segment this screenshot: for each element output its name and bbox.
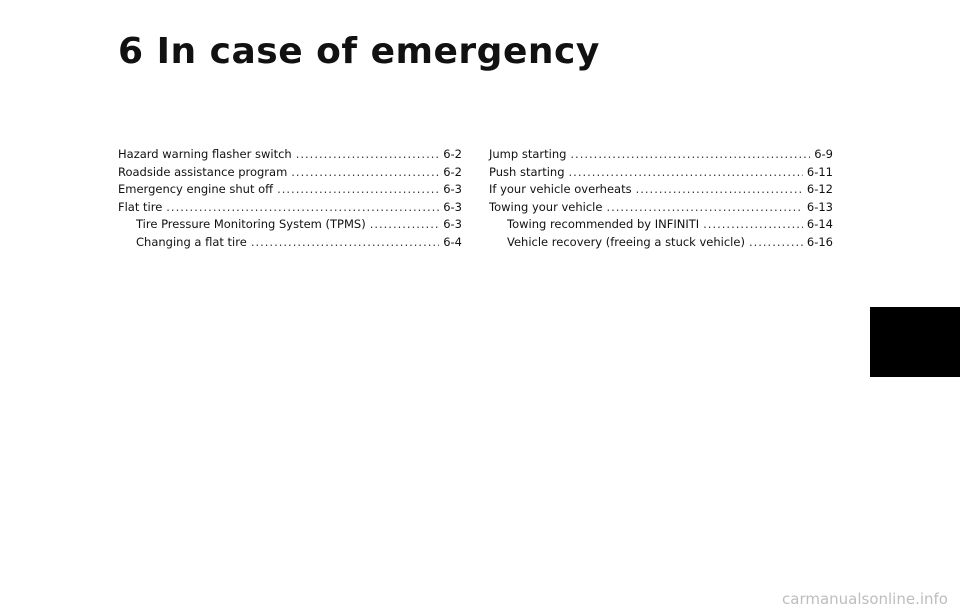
toc-entry[interactable] bbox=[118, 181, 462, 199]
toc-leader-dots bbox=[277, 181, 439, 199]
toc-entry-label: Hazard warning flasher switch bbox=[118, 147, 292, 161]
toc-entry-label: Roadside assistance program bbox=[118, 164, 288, 179]
toc-leader-dots bbox=[570, 146, 810, 164]
toc-leader-dots bbox=[251, 234, 439, 252]
toc-entry[interactable] bbox=[489, 146, 833, 164]
toc-entry-page: 6-16 bbox=[806, 234, 833, 249]
chapter-thumb-tab bbox=[870, 307, 960, 377]
toc-entry-page: 6-9 bbox=[814, 147, 833, 161]
toc-subentry[interactable] bbox=[489, 234, 833, 252]
toc-leader-dots bbox=[296, 146, 439, 164]
toc-subentry[interactable] bbox=[118, 234, 462, 252]
toc-entry-label: Tire Pressure Monitoring System (TPMS) bbox=[136, 217, 366, 231]
toc-subentry[interactable] bbox=[489, 216, 833, 234]
toc-entry-page: 6-3 bbox=[443, 199, 462, 214]
toc-entry-page: 6-11 bbox=[806, 164, 833, 179]
toc-leader-dots bbox=[636, 181, 803, 199]
toc-entry[interactable] bbox=[118, 146, 462, 164]
toc-entry[interactable] bbox=[489, 199, 833, 217]
toc-entry[interactable] bbox=[118, 164, 462, 182]
toc-entry-label: Emergency engine shut off bbox=[118, 182, 274, 196]
watermark: carmanualsonline.info bbox=[782, 590, 948, 608]
toc-left-column bbox=[118, 146, 462, 251]
toc-entry-page: 6-13 bbox=[806, 199, 833, 214]
toc-entry-label: Vehicle recovery (freeing a stuck vehicle) bbox=[507, 234, 745, 249]
toc-entry-page: 6-12 bbox=[806, 182, 833, 196]
toc-entry-label: Flat tire bbox=[118, 199, 163, 214]
toc-leader-dots bbox=[370, 216, 440, 234]
toc-entry-label: Changing a flat tire bbox=[136, 234, 247, 249]
toc-entry-label: If your vehicle overheats bbox=[489, 182, 632, 196]
toc-entry-page: 6-3 bbox=[443, 217, 462, 231]
toc-entry-page: 6-4 bbox=[443, 234, 462, 249]
toc-entry-page: 6-14 bbox=[806, 217, 833, 231]
toc-leader-dots bbox=[606, 199, 802, 217]
toc-right-column bbox=[489, 146, 833, 251]
toc-entry-label: Towing your vehicle bbox=[489, 199, 603, 214]
toc-entry[interactable] bbox=[489, 164, 833, 182]
toc-leader-dots bbox=[166, 199, 439, 217]
toc-entry-label: Push starting bbox=[489, 164, 565, 179]
toc-leader-dots bbox=[749, 234, 803, 252]
toc-entry-page: 6-2 bbox=[443, 147, 462, 161]
toc-entry[interactable] bbox=[489, 181, 833, 199]
toc-entry-label: Towing recommended by INFINITI bbox=[507, 217, 700, 231]
toc-leader-dots bbox=[703, 216, 803, 234]
toc-entry-page: 6-3 bbox=[443, 182, 462, 196]
toc-subentry[interactable] bbox=[118, 216, 462, 234]
toc-leader-dots bbox=[291, 164, 439, 182]
toc-entry[interactable] bbox=[118, 199, 462, 217]
toc-entry-page: 6-2 bbox=[443, 164, 462, 179]
toc-leader-dots bbox=[569, 164, 803, 182]
chapter-title: 6 In case of emergency bbox=[118, 31, 600, 72]
toc-entry-label: Jump starting bbox=[489, 147, 567, 161]
